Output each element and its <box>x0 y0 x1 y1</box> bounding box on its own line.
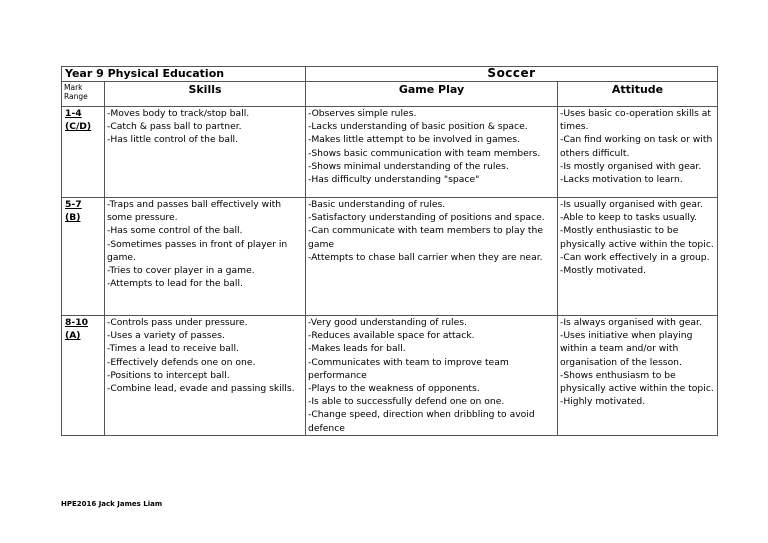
grade: (A) <box>65 330 81 342</box>
cell-line: -Is mostly organised with gear. <box>560 160 702 172</box>
cell-line: -Mostly motivated. <box>560 265 646 277</box>
cell-line: -Attempts to lead for the ball. <box>107 278 243 290</box>
title-row <box>62 67 718 82</box>
cell-line: -Highly motivated. <box>560 396 646 408</box>
table-row <box>62 107 718 198</box>
mark-range: 5-7 <box>65 199 82 210</box>
attitude-cell <box>558 316 718 436</box>
mark-range-cell <box>62 198 105 316</box>
cell-line: -Makes little attempt to be involved in games. <box>308 134 520 146</box>
cell-line: -Plays to the weakness of opponents. <box>308 383 480 395</box>
cell-line: -Has difficulty understanding "space" <box>308 174 480 186</box>
cell-line: -Shows enthusiasm to be physically active within the topic. <box>560 369 714 395</box>
skills-header: Skills <box>105 82 306 107</box>
mark-range-cell <box>62 316 105 436</box>
footer-text: HPE2016 Jack James Liam <box>61 500 163 508</box>
cell-line: -Makes leads for ball. <box>308 343 406 355</box>
cell-line: -Uses basic co-operation skills at times. <box>560 108 712 133</box>
skills-cell <box>105 316 306 436</box>
document-title: Year 9 Physical Education <box>62 67 306 82</box>
cell-line: -Combine lead, evade and passing skills. <box>107 383 295 395</box>
game-play-cell <box>306 107 558 198</box>
cell-line: -Moves body to track/stop ball. <box>107 108 250 119</box>
cell-line: -Positions to intercept ball. <box>107 369 230 381</box>
cell-line: -Reduces available space for attack. <box>308 330 475 342</box>
attitude-cell <box>558 107 718 198</box>
cell-line: -Mostly enthusiastic to be physically active within the topic. <box>560 225 714 250</box>
cell-line: -Able to keep to tasks usually. <box>560 212 697 224</box>
attitude-header: Attitude <box>558 82 718 107</box>
table-row <box>62 316 718 436</box>
rubric-table <box>61 66 718 436</box>
cell-line: -Traps and passes ball effectively with some pressure. <box>107 199 282 224</box>
header-row <box>62 82 718 107</box>
cell-line: -Shows basic communication with team members. <box>308 147 541 159</box>
cell-line: -Is able to successfully defend one on one. <box>308 396 505 408</box>
cell-line: -Communicates with team to improve team performance <box>308 356 509 381</box>
game-play-cell <box>306 198 558 316</box>
cell-line: -Is always organised with gear. <box>560 317 702 328</box>
cell-line: -Uses initiative when playing within a team and/or with organisation of the lesson. <box>560 330 693 368</box>
game-play-cell <box>306 316 558 436</box>
attitude-cell <box>558 198 718 316</box>
mark-range-cell <box>62 107 105 198</box>
cell-line: -Effectively defends one on one. <box>107 356 256 368</box>
cell-line: -Catch & pass ball to partner. <box>107 121 242 133</box>
mark-range: 8-10 <box>65 317 88 328</box>
cell-line: -Change speed, direction when dribbling to avoid defence <box>308 409 535 434</box>
table-row <box>62 198 718 316</box>
cell-line: -Lacks motivation to learn. <box>560 174 683 186</box>
cell-line: -Controls pass under pressure. <box>107 317 248 328</box>
cell-line: -Satisfactory understanding of positions and space. <box>308 212 545 224</box>
cell-line: -Can work effectively in a group. <box>560 251 710 263</box>
cell-line: -Sometimes passes in front of player in game. <box>107 238 288 263</box>
cell-line: -Has little control of the ball. <box>107 134 239 146</box>
subject-label: Soccer <box>487 66 536 80</box>
cell-line: -Is usually organised with gear. <box>560 199 703 210</box>
cell-line: -Tries to cover player in a game. <box>107 265 255 277</box>
cell-line: -Can communicate with team members to play the game <box>308 225 544 250</box>
skills-cell <box>105 107 306 198</box>
cell-line: -Basic understanding of rules. <box>308 199 446 210</box>
cell-line: -Lacks understanding of basic position & space. <box>308 121 528 133</box>
cell-line: -Very good understanding of rules. <box>308 317 467 328</box>
mark-range-header: Mark Range <box>62 82 105 107</box>
cell-line: -Times a lead to receive ball. <box>107 343 239 355</box>
mark-range: 1-4 <box>65 108 82 119</box>
cell-line: -Uses a variety of passes. <box>107 330 225 342</box>
cell-line: -Observes simple rules. <box>308 108 417 119</box>
skills-cell <box>105 198 306 316</box>
cell-line: -Shows minimal understanding of the rules. <box>308 160 509 172</box>
cell-line: -Has some control of the ball. <box>107 225 243 237</box>
grade: (C/D) <box>65 121 92 133</box>
cell-line: -Attempts to chase ball carrier when they are near. <box>308 251 543 263</box>
game-play-header: Game Play <box>306 82 558 107</box>
grade: (B) <box>65 212 81 224</box>
subject-title <box>306 67 718 82</box>
cell-line: -Can find working on task or with others difficult. <box>560 134 713 159</box>
